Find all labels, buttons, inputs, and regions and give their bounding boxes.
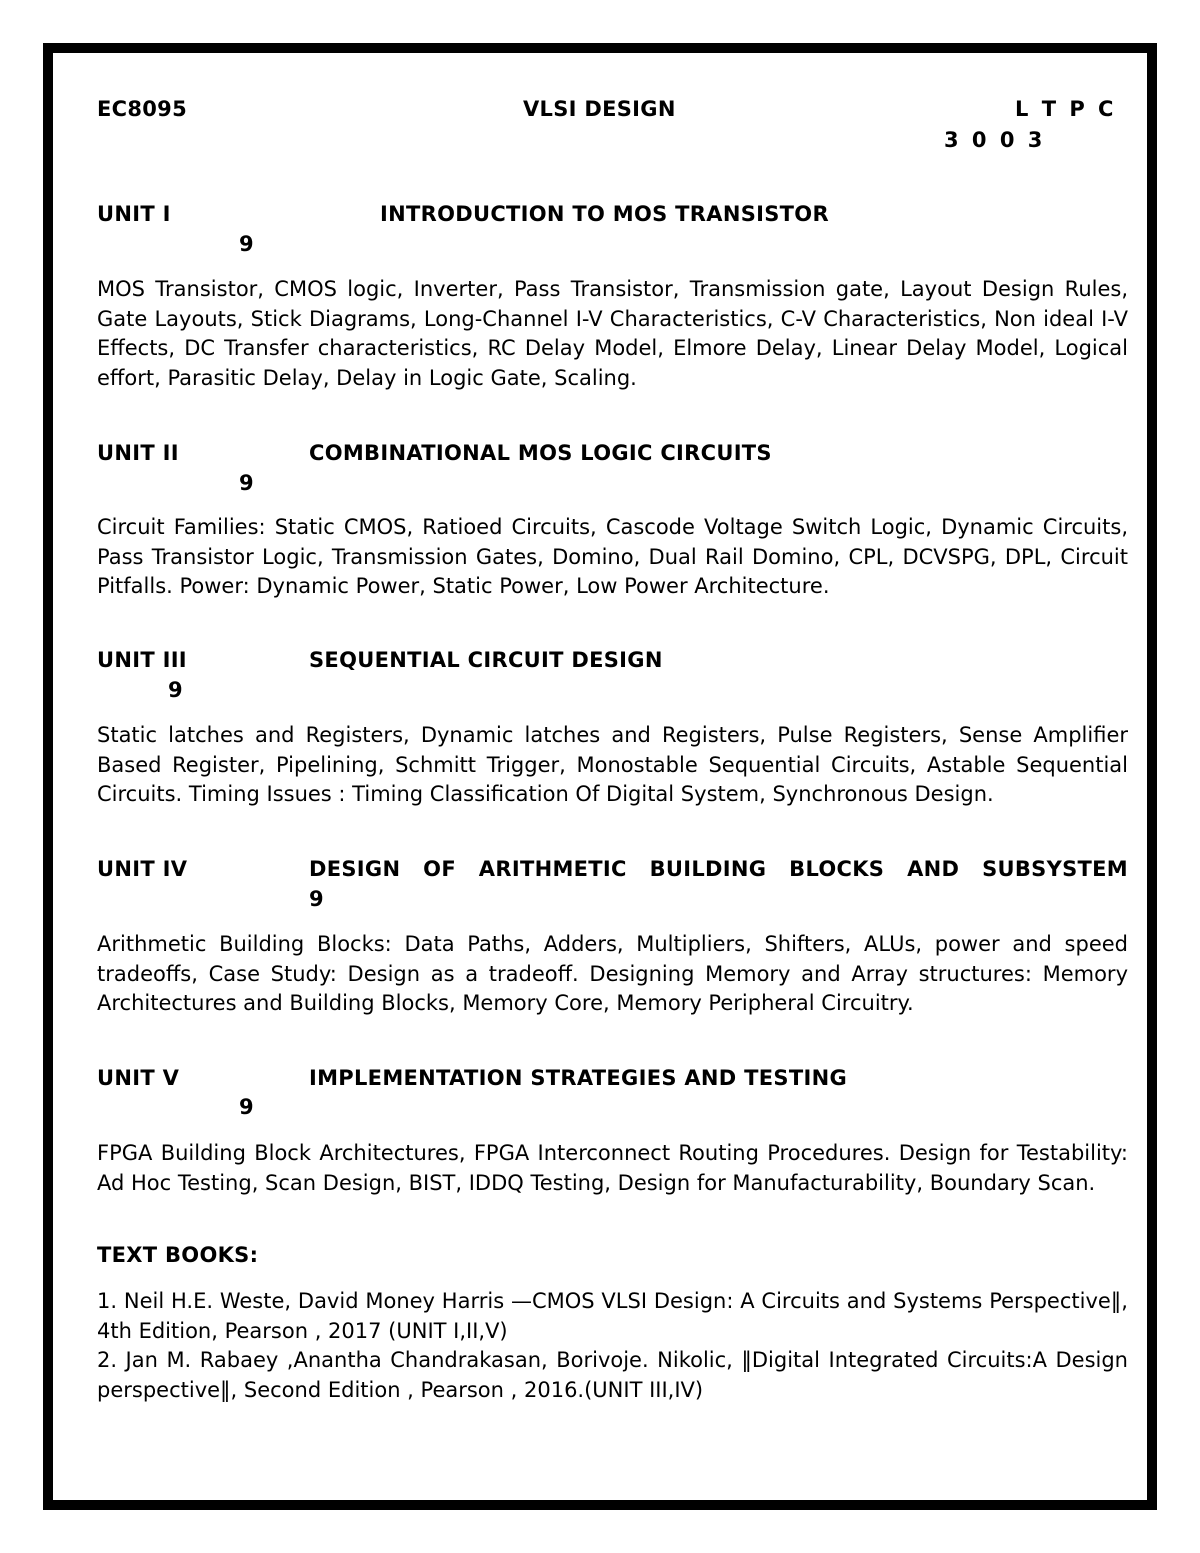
unit-3-hours: 9 (168, 678, 183, 702)
unit-3-label: UNIT III (97, 648, 187, 672)
unit-1-title: INTRODUCTION TO MOS TRANSISTOR (380, 202, 829, 226)
textbook-item: 1. Neil H.E. Weste, David Money Harris —CMOS VLSI Design: A Circuits and Systems Perspective‖, 4th Edition, Pearson , 2017 (UNIT I,II,V) (97, 1289, 1128, 1343)
unit-5-title: IMPLEMENTATION STRATEGIES AND TESTING (309, 1066, 847, 1090)
unit-5-label: UNIT V (97, 1066, 180, 1090)
unit-4-title: DESIGN OF ARITHMETIC BUILDING BLOCKS AND SUBSYSTEM (309, 857, 1128, 881)
unit-3-content: Static latches and Registers, Dynamic latches and Registers, Pulse Registers, Sense Amplifier Based Register, Pipelining, Schmitt Trigger, Monostable Sequential Circuits, Astable Sequential Circuits. Timing Issues : Timing Classification Of Digital System, Synchronous Design. (97, 723, 1128, 807)
textbooks-heading: TEXT BOOKS: (97, 1243, 259, 1267)
course-code: EC8095 (97, 97, 188, 121)
unit-2-title: COMBINATIONAL MOS LOGIC CIRCUITS (309, 441, 772, 465)
unit-5-content: FPGA Building Block Architectures, FPGA Interconnect Routing Procedures. Design for Testability: Ad Hoc Testing, Scan Design, BIST, IDDQ Testing, Design for Manufacturability, Boundary Scan. (97, 1141, 1128, 1195)
unit-2-hours: 9 (239, 471, 254, 495)
textbook-item: 2. Jan M. Rabaey ,Anantha Chandrakasan, Borivoje. Nikolic, ‖Digital Integrated Circuits:A Design perspective‖, Second Edition , Pearson , 2016.(UNIT III,IV) (97, 1348, 1128, 1402)
unit-1-label: UNIT I (97, 202, 171, 226)
ltpc-label: L T P C (1015, 97, 1117, 121)
unit-5-hours: 9 (239, 1095, 254, 1119)
unit-4-label: UNIT IV (97, 857, 188, 881)
unit-4-content: Arithmetic Building Blocks: Data Paths, Adders, Multipliers, Shifters, ALUs, power and speed tradeoffs, Case Study: Design as a tradeoff. Designing Memory and Array structures: Memory Architectures and Building Blocks, Memory Core, Memory Peripheral Circuitry. (97, 932, 1128, 1016)
course-title: VLSI DESIGN (523, 97, 676, 121)
unit-2-content: Circuit Families: Static CMOS, Ratioed Circuits, Cascode Voltage Switch Logic, Dynamic Circuits, Pass Transistor Logic, Transmission Gates, Domino, Dual Rail Domino, CPL, DCVSPG, DPL, Circuit Pitfalls. Power: Dynamic Power, Static Power, Low Power Architecture. (97, 515, 1128, 599)
unit-1-content: MOS Transistor, CMOS logic, Inverter, Pass Transistor, Transmission gate, Layout Design Rules, Gate Layouts, Stick Diagrams, Long-Channel I-V Characteristics, C-V Characteristics, Non ideal I-V Effects, DC Transfer characteristics, RC Delay Model, Elmore Delay, Linear Delay Model, Logical effort, Parasitic Delay, Delay in Logic Gate, Scaling. (97, 277, 1128, 390)
ltpc-values: 3 0 0 3 (944, 128, 1046, 152)
unit-2-label: UNIT II (97, 441, 179, 465)
unit-1-hours: 9 (239, 232, 254, 256)
unit-4-hours: 9 (309, 887, 324, 911)
unit-3-title: SEQUENTIAL CIRCUIT DESIGN (309, 648, 663, 672)
